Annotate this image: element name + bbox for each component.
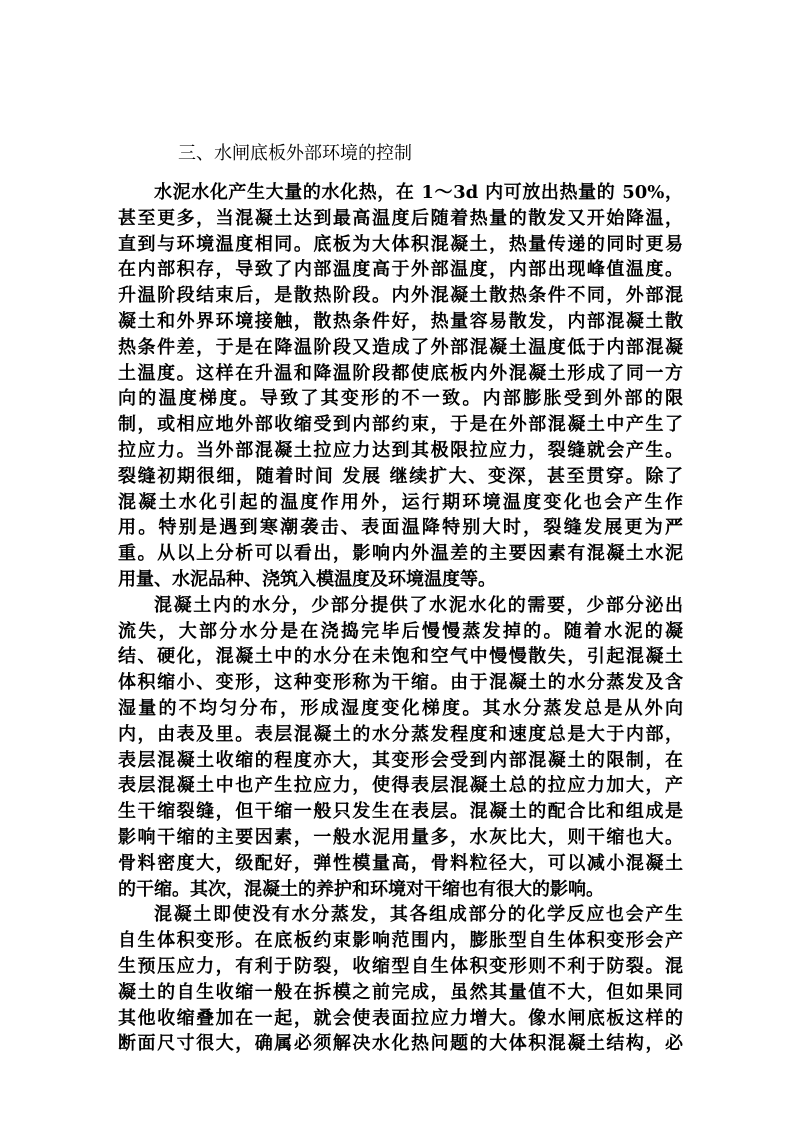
text-line: 影响干缩的主要因素，一般水泥用量多，水灰比大，则干缩也大。 [118, 826, 683, 848]
text-line: 在内部积存，导致了内部温度高于外部温度，内部出现峰值温度。 [118, 259, 683, 281]
text-line: 内，由表及里。表层混凝土的水分蒸发程度和速度总是大于内部， [118, 723, 683, 745]
text-line: 热条件差，于是在降温阶段又造成了外部混凝土温度低于内部混凝 [118, 336, 683, 358]
text-line: 凝土和外界环境接触，散热条件好，热量容易散发，内部混凝土散 [118, 310, 683, 332]
text-line: 凝土的自生收缩一般在拆模之前完成，虽然其量值不大，但如果同 [118, 981, 683, 1003]
text-line: 重。从以上分析可以看出，影响内外温差的主要因素有混凝土水泥 [118, 543, 683, 565]
text-line: 自生体积变形。在底板约束影响范围内，膨胀型自生体积变形会产 [118, 930, 683, 952]
text-line: 直到与环境温度相同。底板为大体积混凝土，热量传递的同时更易 [118, 233, 683, 255]
text-line: 甚至更多，当混凝土达到最高温度后随着热量的散发又开始降温， [118, 207, 683, 229]
text-line: 生干缩裂缝，但干缩一般只发生在表层。混凝土的配合比和组成是 [118, 801, 683, 823]
text-line: 混凝土即使没有水分蒸发，其各组成部分的化学反应也会产生 [154, 904, 683, 926]
text-line: 土温度。这样在升温和降温阶段都使底板内外混凝土形成了同一方 [118, 362, 683, 384]
text-line: 用量、水泥品种、浇筑入模温度及环境温度等。 [118, 568, 496, 590]
text-line: 表层混凝土收缩的程度亦大，其变形会受到内部混凝土的限制，在 [118, 749, 683, 771]
text-line: 体积缩小、变形，这种变形称为干缩。由于混凝土的水分蒸发及含 [118, 672, 683, 694]
text-line: 水泥水化产生大量的水化热，在 1～3d 内可放出热量的 50%， [154, 182, 683, 203]
text-line: 裂缝初期很细，随着时间 发展 继续扩大、变深，甚至贯穿。除了 [118, 465, 683, 487]
text-line: 混凝土水化引起的温度作用外，运行期环境温度变化也会产生作 [118, 491, 683, 513]
text-line: 拉应力。当外部混凝土拉应力达到其极限拉应力，裂缝就会产生。 [118, 439, 683, 461]
body-text [118, 180, 683, 1057]
text-line: 生预压应力，有利于防裂，收缩型自生体积变形则不利于防裂。混 [118, 955, 683, 977]
text-line: 混凝土内的水分，少部分提供了水泥水化的需要，少部分泌出 [154, 594, 683, 616]
text-line: 向的温度梯度。导致了其变形的不一致。内部膨胀受到外部的限 [118, 388, 683, 410]
text-line: 流失，大部分水分是在浇捣完毕后慢慢蒸发掉的。随着水泥的凝 [118, 620, 683, 642]
text-line: 升温阶段结束后，是散热阶段。内外混凝土散热条件不同，外部混 [118, 285, 683, 307]
text-line: 湿量的不均匀分布，形成湿度变化梯度。其水分蒸发总是从外向 [118, 697, 683, 719]
text-line: 骨料密度大，级配好，弹性模量高，骨料粒径大，可以减小混凝土 [118, 852, 683, 874]
section-heading: 三、水闸底板外部环境的控制 [178, 143, 412, 164]
text-line: 断面尺寸很大，确属必须解决水化热问题的大体积混凝土结构，必 [118, 1033, 683, 1055]
text-line: 用。特别是遇到寒潮袭击、表面温降特别大时，裂缝发展更为严 [118, 517, 683, 539]
text-line: 制，或相应地外部收缩受到内部约束，于是在外部混凝土中产生了 [118, 414, 683, 436]
text-line: 表层混凝土中也产生拉应力，使得表层混凝土总的拉应力加大，产 [118, 775, 683, 797]
text-line: 的干缩。其次，混凝土的养护和环境对干缩也有很大的影响。 [118, 878, 604, 900]
text-line: 结、硬化，混凝土中的水分在未饱和空气中慢慢散失，引起混凝土 [118, 646, 683, 668]
text-line: 其他收缩叠加在一起，就会使表面拉应力增大。像水闸底板这样的 [118, 1007, 683, 1029]
